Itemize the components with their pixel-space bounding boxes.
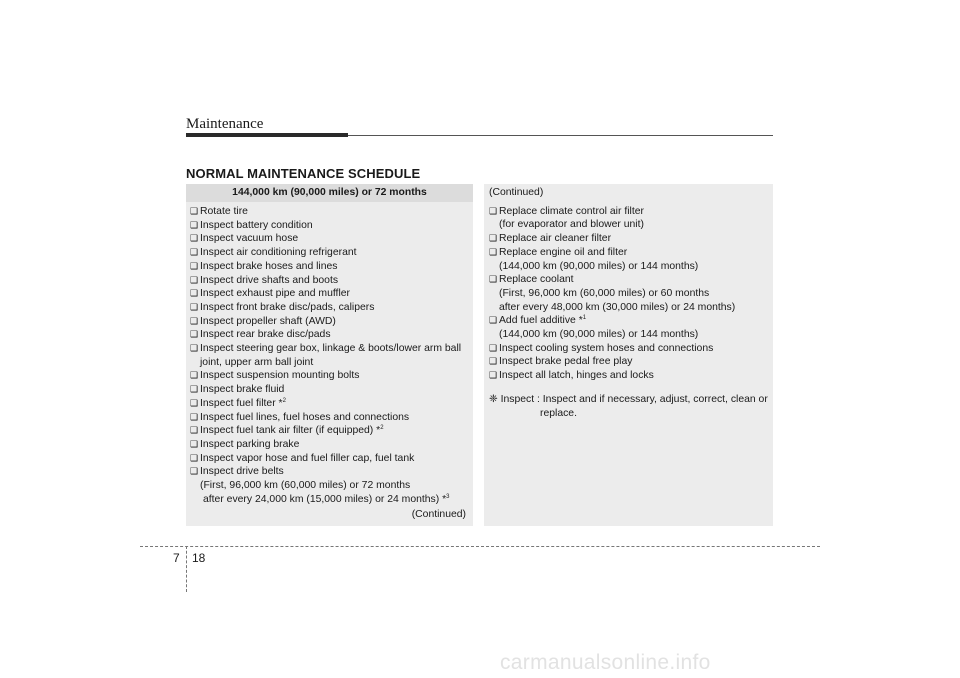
continued-label: (Continued) — [489, 187, 544, 198]
list-item-continuation: after every 24,000 km (15,000 miles) or 24 months) *$^3$ — [203, 493, 450, 505]
list-item: ❑ Inspect fuel tank air filter (if equipped) *$^2$ — [190, 425, 384, 437]
watermark: carmanualsonline.info — [500, 651, 711, 674]
footnote-marker: 2 — [282, 397, 286, 404]
list-item: ❑ Add fuel additive *$^1$ — [489, 315, 587, 327]
left-item-list — [186, 202, 473, 522]
list-item-continuation: (First, 96,000 km (60,000 miles) or 60 months — [499, 287, 710, 299]
list-item: ❑ Replace engine oil and filter — [489, 246, 628, 258]
list-item: ❑ Inspect front brake disc/pads, calipers — [190, 301, 375, 313]
checkbox-icon: ❑ — [190, 466, 199, 477]
list-item: ❑ Inspect propeller shaft (AWD) — [190, 315, 336, 327]
checkbox-icon: ❑ — [190, 247, 199, 258]
footer-divider — [186, 546, 187, 592]
list-item-continuation: (144,000 km (90,000 miles) or 144 months) — [499, 260, 699, 272]
checkbox-icon: ❑ — [190, 397, 199, 408]
checkbox-icon: ❑ — [489, 315, 498, 326]
checkbox-icon: ❑ — [190, 288, 199, 299]
checkbox-icon: ❑ — [190, 301, 199, 312]
list-item: ❑ Inspect vapor hose and fuel filler cap, fuel tank — [190, 452, 415, 464]
list-item: ❑ Inspect cooling system hoses and connections — [489, 342, 714, 354]
list-item-continuation: after every 48,000 km (30,000 miles) or 24 months) — [499, 301, 736, 313]
list-item: ❑ Inspect suspension mounting bolts — [190, 370, 360, 382]
list-item: ❑ Replace climate control air filter — [489, 205, 644, 217]
list-item: ❑ Inspect brake pedal free play — [489, 356, 633, 368]
page-number: 18 — [192, 551, 206, 565]
list-item-continuation: (144,000 km (90,000 miles) or 144 months) — [499, 329, 699, 341]
list-item: ❑ Inspect fuel lines, fuel hoses and connections — [190, 411, 410, 423]
list-item: ❑ Inspect battery condition — [190, 219, 313, 231]
list-item: ❑ Inspect brake hoses and lines — [190, 260, 338, 272]
checkbox-icon: ❑ — [190, 425, 199, 436]
list-item-continuation: joint, upper arm ball joint — [200, 356, 314, 368]
list-item: ❑ Inspect exhaust pipe and muffler — [190, 288, 350, 300]
checkbox-icon: ❑ — [190, 343, 199, 354]
footnote-marker: 2 — [380, 425, 384, 432]
checkbox-icon: ❑ — [190, 452, 199, 463]
checkbox-icon: ❑ — [489, 246, 498, 257]
chapter-number: 7 — [173, 551, 180, 565]
schedule-column-right — [484, 184, 773, 526]
checkbox-icon: ❑ — [190, 329, 199, 340]
list-item: ❑ Inspect steering gear box, linkage & boots/lower arm ball — [190, 343, 462, 355]
checkbox-icon: ❑ — [190, 315, 199, 326]
list-item: ❑ Inspect drive belts — [190, 466, 284, 478]
list-item: ❑ Replace air cleaner filter — [489, 233, 612, 245]
list-item: ❑ Inspect air conditioning refrigerant — [190, 247, 357, 259]
checkbox-icon: ❑ — [190, 206, 199, 216]
checkbox-icon: ❑ — [190, 260, 199, 271]
section-title: NORMAL MAINTENANCE SCHEDULE — [186, 166, 421, 181]
list-item: ❑ Inspect vacuum hose — [190, 233, 299, 245]
checkbox-icon: ❑ — [190, 411, 199, 422]
checkbox-icon: ❑ — [190, 384, 199, 395]
checkbox-icon: ❑ — [190, 219, 199, 230]
footnote-marker: 1 — [582, 315, 587, 322]
checkbox-icon: ❑ — [190, 274, 199, 285]
page-header-title: Maintenance — [186, 116, 264, 132]
list-item: ❑ Inspect rear brake disc/pads — [190, 329, 331, 341]
list-item: ❑ Inspect all latch, hinges and locks — [489, 370, 654, 382]
checkbox-icon: ❑ — [190, 370, 199, 381]
list-item: ❑ Inspect brake fluid — [190, 384, 285, 396]
list-item: ❑ Inspect fuel filter *$^2$ — [190, 397, 286, 409]
checkbox-icon: ❑ — [489, 342, 498, 353]
checkbox-icon: ❑ — [190, 233, 199, 244]
list-item: ❑ Rotate tire — [190, 206, 248, 217]
continued-label: (Continued) — [411, 509, 466, 521]
checkbox-icon: ❑ — [489, 370, 498, 381]
checkbox-icon: ❑ — [190, 438, 199, 449]
list-item: ❑ Inspect parking brake — [190, 438, 300, 450]
schedule-column-left — [186, 184, 473, 526]
footnote-marker: 3 — [446, 493, 450, 500]
list-item: ❑ Inspect drive shafts and boots — [190, 274, 339, 286]
interval-heading: 144,000 km (90,000 miles) or 72 months — [186, 184, 473, 202]
header-rule-accent — [186, 133, 348, 137]
list-item-continuation: (for evaporator and blower unit) — [499, 219, 644, 231]
inspect-note-continuation: replace. — [540, 407, 577, 419]
checkbox-icon: ❑ — [489, 233, 498, 244]
checkbox-icon: ❑ — [489, 274, 498, 285]
checkbox-icon: ❑ — [489, 356, 498, 367]
inspect-note: ❈ Inspect : Inspect and if necessary, adjust, correct, clean or — [489, 393, 768, 405]
list-item: ❑ Replace coolant — [489, 274, 574, 286]
checkbox-icon: ❑ — [489, 205, 498, 216]
footer-rule — [140, 546, 820, 547]
list-item-continuation: (First, 96,000 km (60,000 miles) or 72 months — [200, 480, 411, 492]
